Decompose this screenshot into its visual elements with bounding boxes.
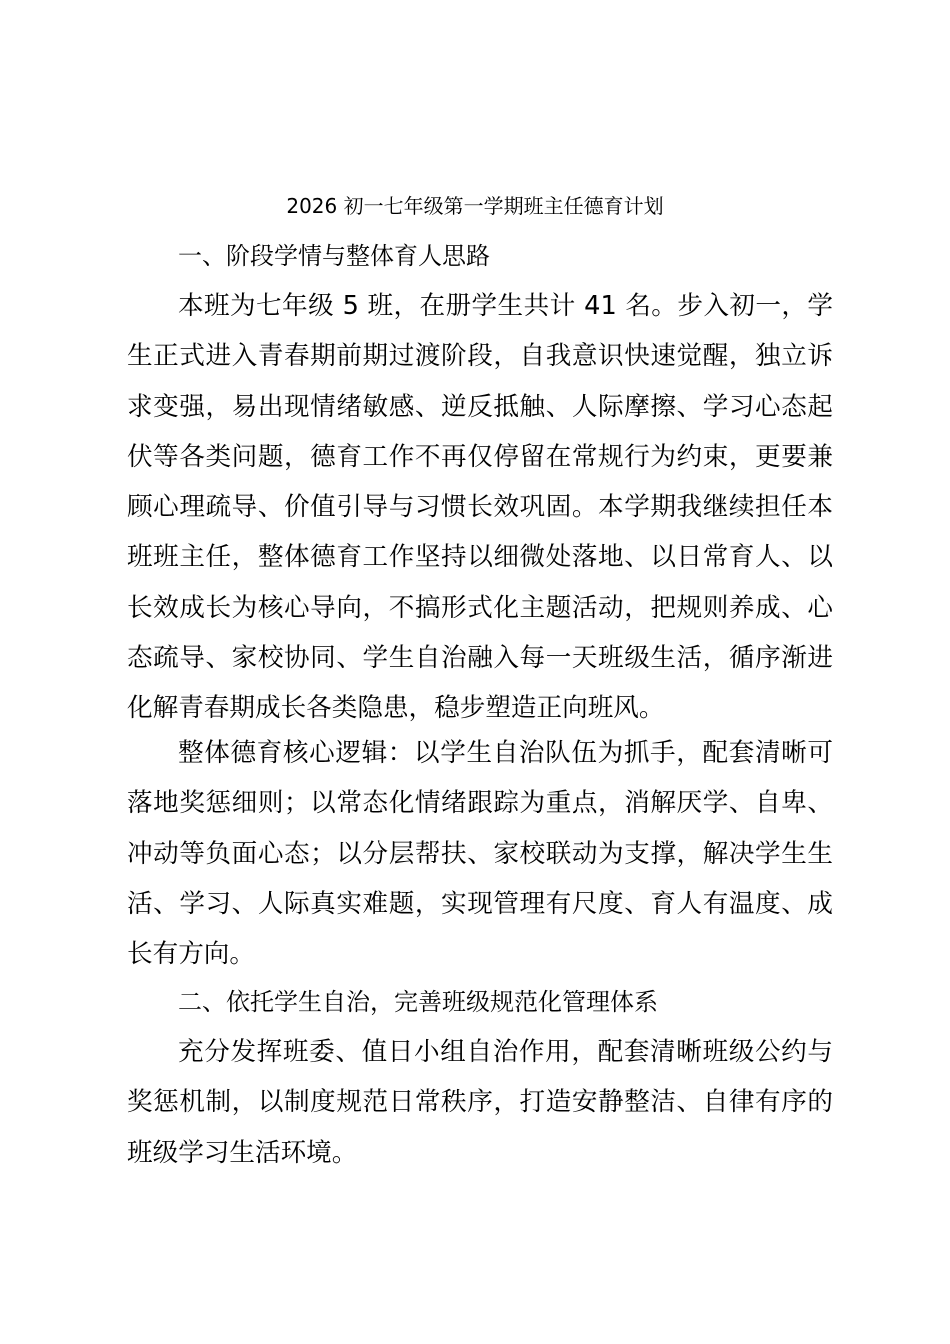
section-heading-2: 二、依托学生自治，完善班级规范化管理体系 [178,988,658,1016]
document-title: 2026 初一七年级第一学期班主任德育计划 [286,194,664,218]
section-2-paragraph-1: 充分发挥班委、值日小组自治作用，配套清晰班级公约与奖惩机制，以制度规范日常秩序，打造安静整洁、自律有序的班级学习生活环境。 [127,1037,833,1168]
section-1-paragraph-1: 本班为七年级 5 班，在册学生共计 41 名。步入初一，学生正式进入青春期前期过渡阶段，自我意识快速觉醒，独立诉求变强，易出现情绪敏感、逆反抵触、人际摩擦、学习心态起伏等各类问题，德育工作不再仅停留在常规行为约束，更要兼顾心理疏导、价值引导与习惯长效巩固。本学期我继续担任本班班主任，整体德育工作坚持以细微处落地、以日常育人、以长效成长为核心导向，不搞形式化主题活动，把规则养成、心态疏导、家校协同、学生自治融入每一天班级生活，循序渐进化解青春期成长各类隐患，稳步塑造正向班风。 [127,291,833,724]
section-1-paragraph-2: 整体德育核心逻辑：以学生自治队伍为抓手，配套清晰可落地奖惩细则；以常态化情绪跟踪为重点，消解厌学、自卑、冲动等负面心态；以分层帮扶、家校联动为支撑，解决学生生活、学习、人际真实难题，实现管理有尺度、育人有温度、成长有方向。 [127,738,833,970]
section-heading-1: 一、阶段学情与整体育人思路 [178,242,490,270]
